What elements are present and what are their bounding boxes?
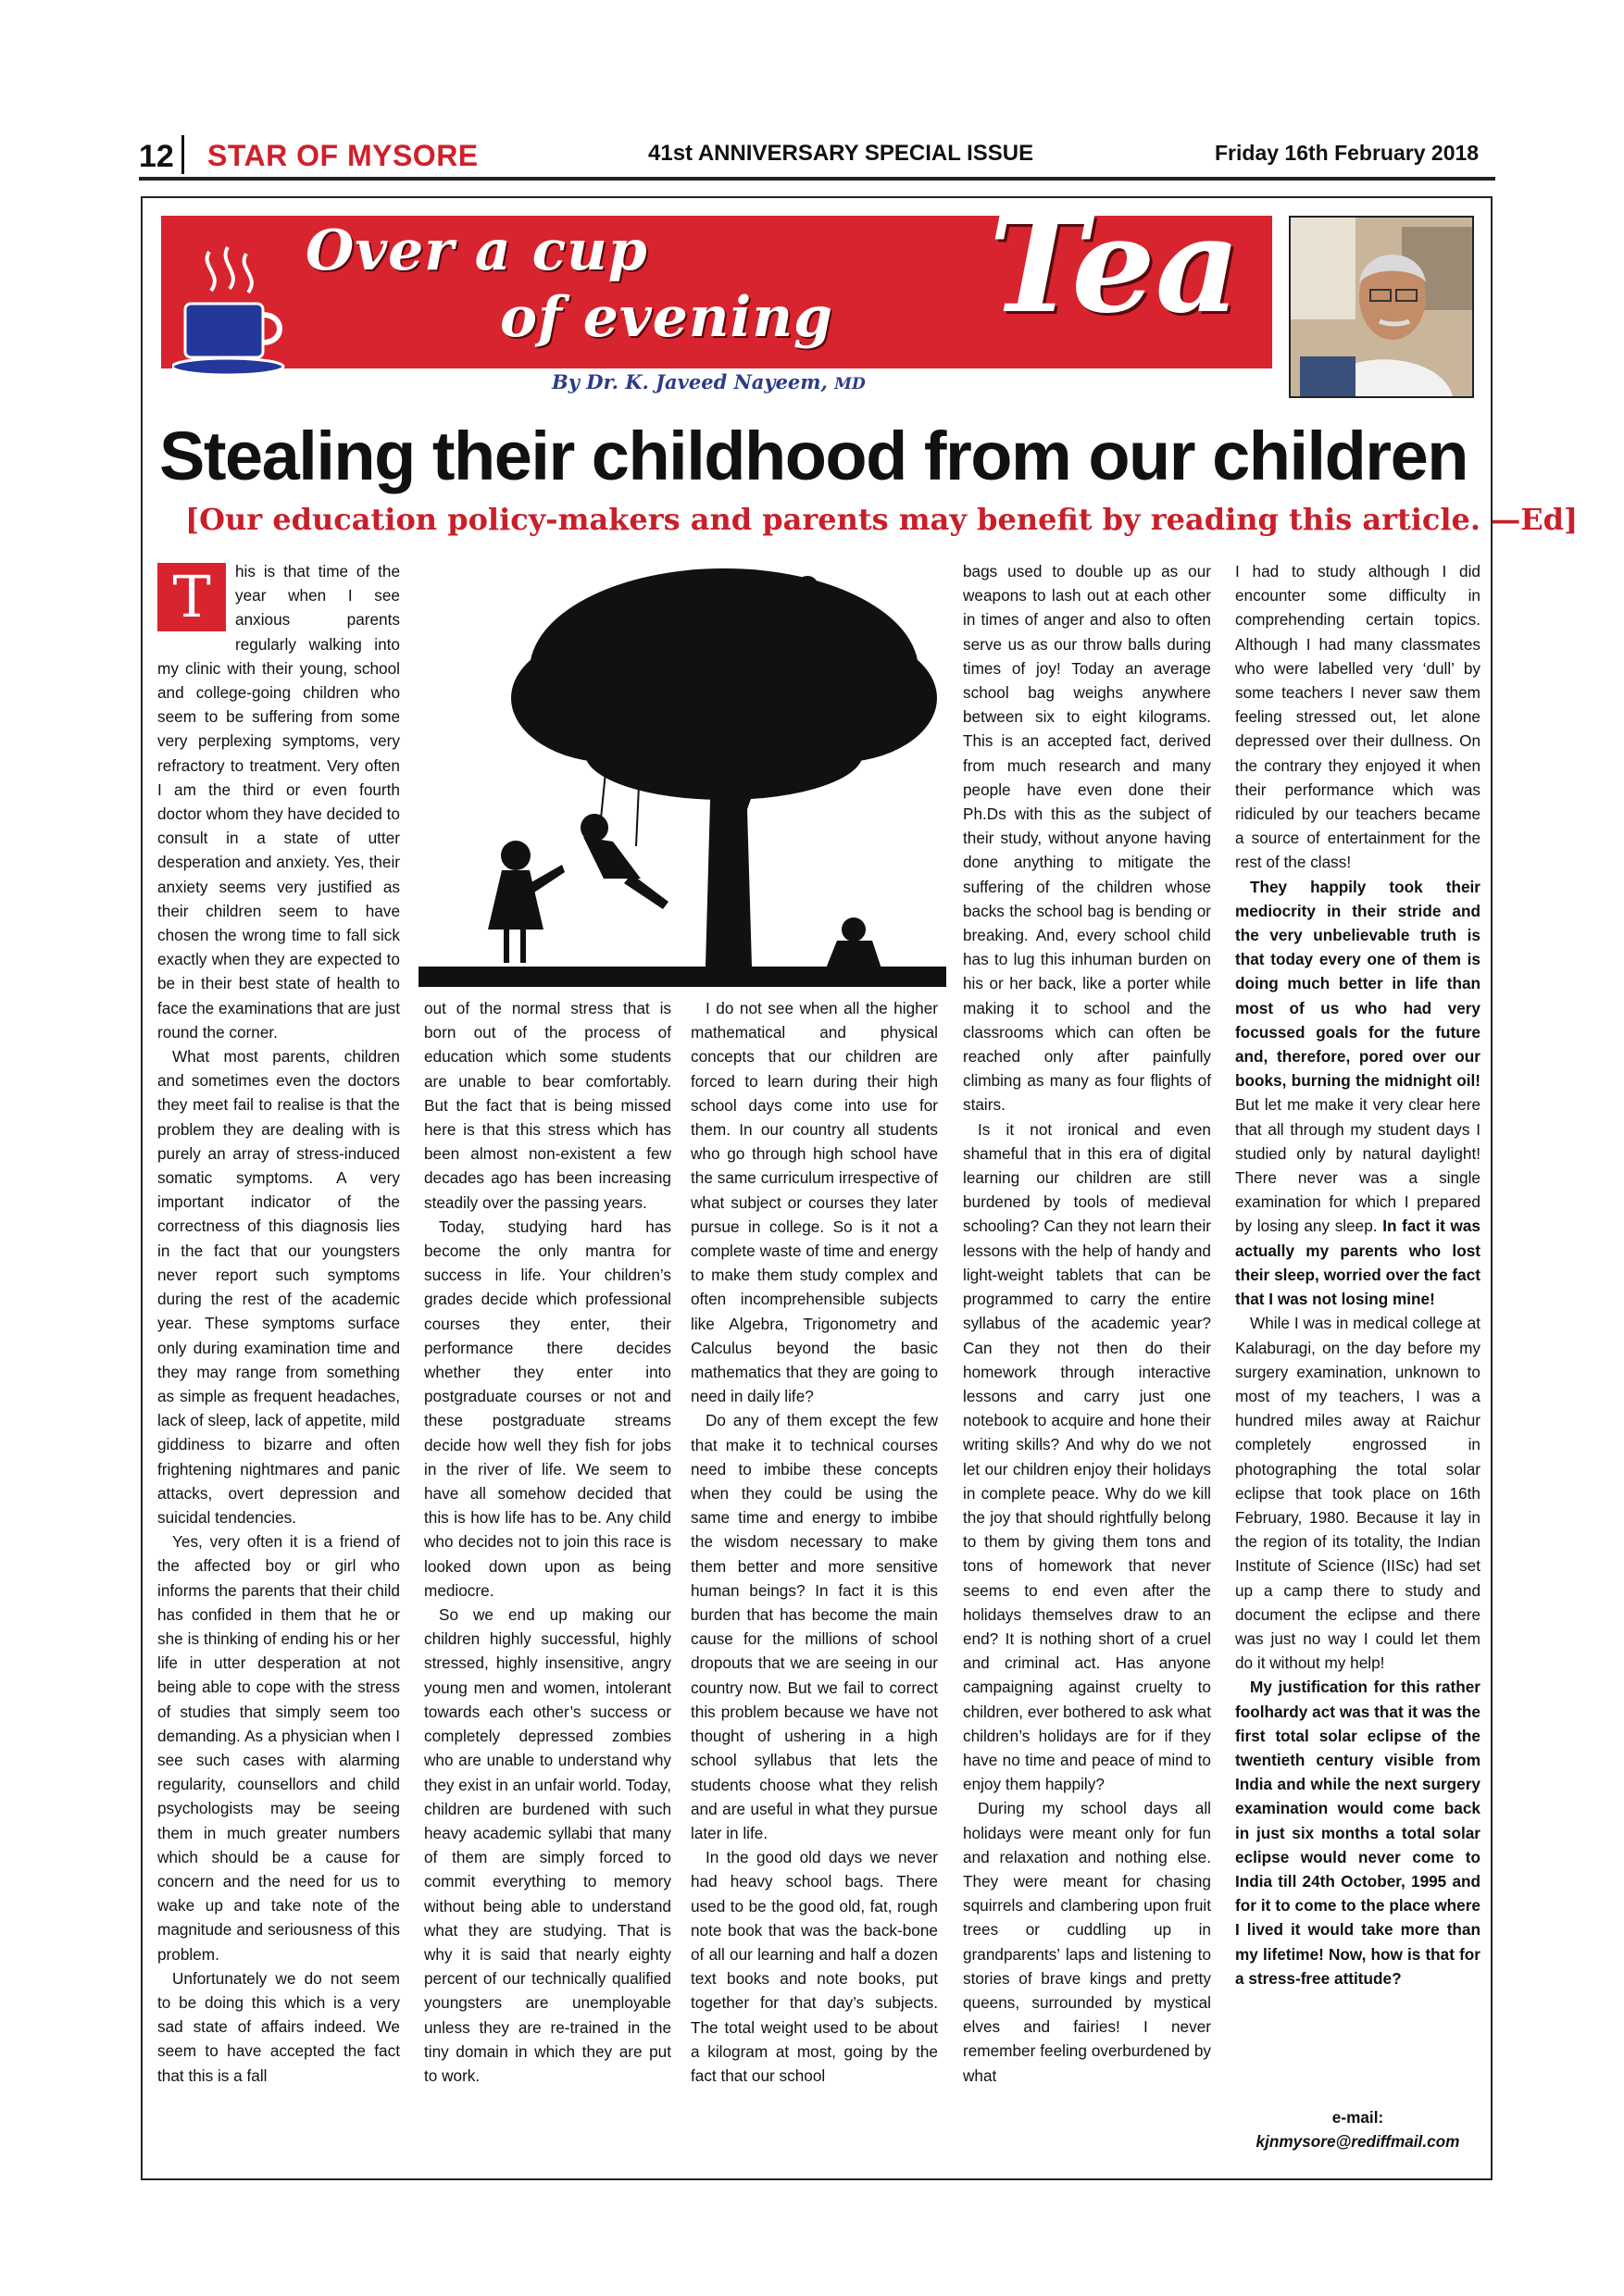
paragraph: bags used to double up as our weapons to lash out at each other in times of anger and also to often serve us as our throw balls during times of joy! Today an average school bag weighs anywhere between six to eight kilograms. This is an accepted fact, derived from much research and many people have even done their Ph.Ds with this as the subject of their study, without anyone having done anything to mitigate the suffering of the children whose backs the school bag is bending or breaking. And, every school child has to lug this inhuman burden on his or her back, like a porter while making it to school and the classrooms which can often be reached only after painfully climbing as many as four flights of stairs. [963,562,1211,1115]
issue-date: Friday 16th February 2018 [1215,141,1480,165]
byline-name: By Dr. K. Javeed Nayeem, [552,370,828,393]
author-portrait-icon [1291,218,1472,396]
tea-cup-icon [172,243,293,381]
article-column-4 [963,559,1211,2088]
paragraph: I had to study although I did encounter some difficulty in comprehending certain topics. Although I had many classmates who were labelled very ‘dull’ by some teachers I never saw them feeling stressed out, let alone depressed over their dullness. On the contrary they enjoyed it when their performance which was ridiculed by our teachers became a source of entertainment for the rest of the class! [1235,562,1480,872]
swing-tree-illustration [418,559,946,987]
bold-passage: My justification for this rather foolhardy act was that it was the first total solar eclipse of the twentieth century visible from India and while the next surgery examination would come back in just six months a total solar eclipse would never come to India till 24th October, 1995 and for it to come to the place where I lived it would take more than my lifetime! Now, how is that for a stress-free attitude? [1235,1678,1480,1988]
paragraph: So we end up making our children highly successful, highly stressed, highly insensitive, angry young men and women, intolerant towards each other’s success or completely depressed zombies who are unable to understand why they exist in an unfair world. Today, children are burdened with such heavy academic syllabi that many of them are simply forced to commit everything to memory without being able to understand what they are studying. That is why it is said that nearly eighty percent of our technically qualified youngsters are unemployable unless they are re-trained in the tiny domain in which they are put to work. [424,1605,671,2085]
column-title-tea: Tea [989,189,1241,343]
article-column-1 [157,559,400,2088]
page-number-divider [181,135,184,174]
bold-passage: They happily took their mediocrity in their stride and the very unbelievable truth is that today every one of them is doing much better in life than most of us who had very focussed goals for the future and, therefore, pored over our books, burning the midnight oil! [1235,877,1480,1091]
article-column-3 [691,996,938,2088]
paragraph: T his is that time of the year when I see anxious parents regularly walking into my clinic with their young, school and college-going children who seem to be suffering from some very perplexing symptoms, very refractory to treatment. Very often I am the third or even fourth doctor whom they have decided to consult in a state of utter desperation and anxiety. Yes, their anxiety seems very justified as their children seem to have chosen the wrong time to fall sick exactly when they are expected to be in their best state of health to face the examinations that are just round the corner. [157,562,400,1042]
byline [552,370,866,393]
email-label: e-mail: [1331,2108,1384,2127]
email-address[interactable]: kjnmysore@rediffmail.com [1255,2132,1460,2151]
bold-passage: In fact it was actually my parents who lost their sleep, worried over the fact that I was not losing mine! [1235,1217,1480,1309]
article-column-2 [424,996,671,2088]
paragraph [1235,1675,1480,1990]
header-rule [139,177,1495,181]
editor-note: [Our education policy-makers and parents may benefit by reading this article. —Ed] [185,502,1579,537]
paragraph: Do any of them except the few that make it to technical courses need to imbibe these concepts when they could be using the same time and energy to imbibe the wisdom necessary to make them better and more sensitive human beings? In fact it is this burden that has become the main cause for the millions of school dropouts that we are seeing in our country now. But we fail to correct this problem because we have not thought of ushering in a high school syllabus that lets the students choose what they relish and are useful in what they pursue later in life. [691,1411,938,1842]
drop-cap: T [157,563,226,631]
column-title-line1: Over a cup [306,218,648,283]
article-column-5 [1235,559,1480,1990]
paragraph: In the good old days we never had heavy school bags. There used to be the good old, fat, rough note book that was the back-bone of all our learning and half a dozen text books and note books, put together for that day’s subjects. The total weight used to be about a kilogram at most, going by the fact that our school [691,1848,938,2085]
paragraph: During my school days all holidays were meant only for fun and relaxation and nothing else. They were meant for chasing squirrels and clambering upon fruit trees or cuddling up in grandparents’ laps and listening to stories of brave kings and pretty queens, surrounded by mystical elves and fairies! I never remember feeling overburdened by what [963,1799,1211,2085]
paragraph: They happily took their mediocrity in their stride and the very unbelievable truth is that today every one of them is doing much better in life than most of us who had very focussed goals for the future and, therefore, pored over our books, burning the midnight oil! But let me make it very clear here that all through my student days I studied only by natural daylight! There never was a single examination for which I prepared by losing any sleep. In fact it was actually my parents who lost their sleep, worried over the fact that I was not losing mine! [1235,877,1480,1309]
paragraph: Unfortunately we do not seem to be doing this which is a very sad state of affairs indeed. We seem to have accepted the fact that this is a fall [157,1968,400,2085]
newspaper-name: STAR OF MYSORE [207,139,479,172]
paragraph: out of the normal stress that is born out of the process of education which some students are unable to bear comfortably. But the fact that is being missed here is that this stress which has been almost non-existent a few decades ago has been increasing steadily over the passing years. [424,999,671,1212]
paragraph: What most parents, children and sometimes even the doctors they meet fail to realise is that the problem they are dealing with is purely an array of stress-induced somatic symptoms. A very important indicator of the correctness of this diagnosis lies in the fact that our youngsters never report such symptoms during the rest of the academic year. These symptoms surface only during examination time and they may range from something as simple as frequent headaches, lack of sleep, lack of appetite, mild giddiness to bizarre and often frightening nightmares and panic attacks, overt depression and suicidal tendencies. [157,1047,400,1527]
paragraph: While I was in medical college at Kalaburagi, on the day before my surgery examination, unknown to most of my teachers, I was a hundred miles away at Raichur completely engrossed in photographing the total solar eclipse that took place on 16th February, 1980. Because it lay in the region of its totality, the Indian Institute of Science (IISc) had set up a camp there to study and document the eclipse and there was just no way I could let them do it without my help! [1235,1314,1480,1673]
paragraph: I do not see when all the higher mathematical and physical concepts that our children are forced to learn during their high school days come into use for them. In our country all students who go through high school have the same curriculum irrespective of what subject or courses they later pursue in college. So is it not a complete waste of time and energy to make them study complex and often incomprehensible subjects like Algebra, Trigonometry and Calculus beyond the basic mathematics that they are going to need in daily life? [691,999,938,1406]
paragraph: Is it not ironical and even shameful that in this era of digital learning our children are still burdened by tools of medieval schooling? Can they not learn their lessons with the help of handy and light-weight tablets that can be programmed to carry the entire syllabus of the academic year? Can they not then do their homework through interactive lessons and carry just one notebook to acquire and hone their writing skills? And why do we not let our children enjoy their holidays in complete peace. Why do we kill the joy that should rightfully belong to them by giving them tons and tons of homework that never seems to end even after the holidays themselves draw to an end? It is nothing short of a cruel and criminal act. Has anyone campaigning against cruelty to children, ever bothered to ask what children’s holidays are for if they have no time and peace of mind to enjoy them happily? [963,1119,1211,1794]
author-photo [1289,216,1474,398]
paragraph: Yes, very often it is a friend of the affected boy or girl who informs the parents that their child has confided in them that he or she is thinking of ending his or her life in utter desperation at not being able to cope with the stress of studies that simply seem too demanding. As a physician when I see such cases with alarming regularity, counsellors and child psychologists may be seeing them in much greater numbers which should be a cause for concern and the need for us to wake up and take note of the magnitude and seriousness of this problem. [157,1532,400,1964]
paragraph: Today, studying hard has become the only mantra for success in life. Your children’s grades decide which professional courses they enter, their performance there decides whether they enter into postgraduate courses or not and these postgraduate streams decide how well they fish for jobs in the river of life. We seem to have all somehow decided that this is how life has to be. Any child who decides not to join this race is looked down upon as being mediocre. [424,1217,671,1600]
column-title-line2: of evening [500,285,833,350]
byline-suffix: MD [834,375,866,393]
page-number: 12 [139,139,174,174]
headline: Stealing their childhood from our children [159,418,1468,494]
issue-label: 41st ANNIVERSARY SPECIAL ISSUE [648,141,1034,166]
